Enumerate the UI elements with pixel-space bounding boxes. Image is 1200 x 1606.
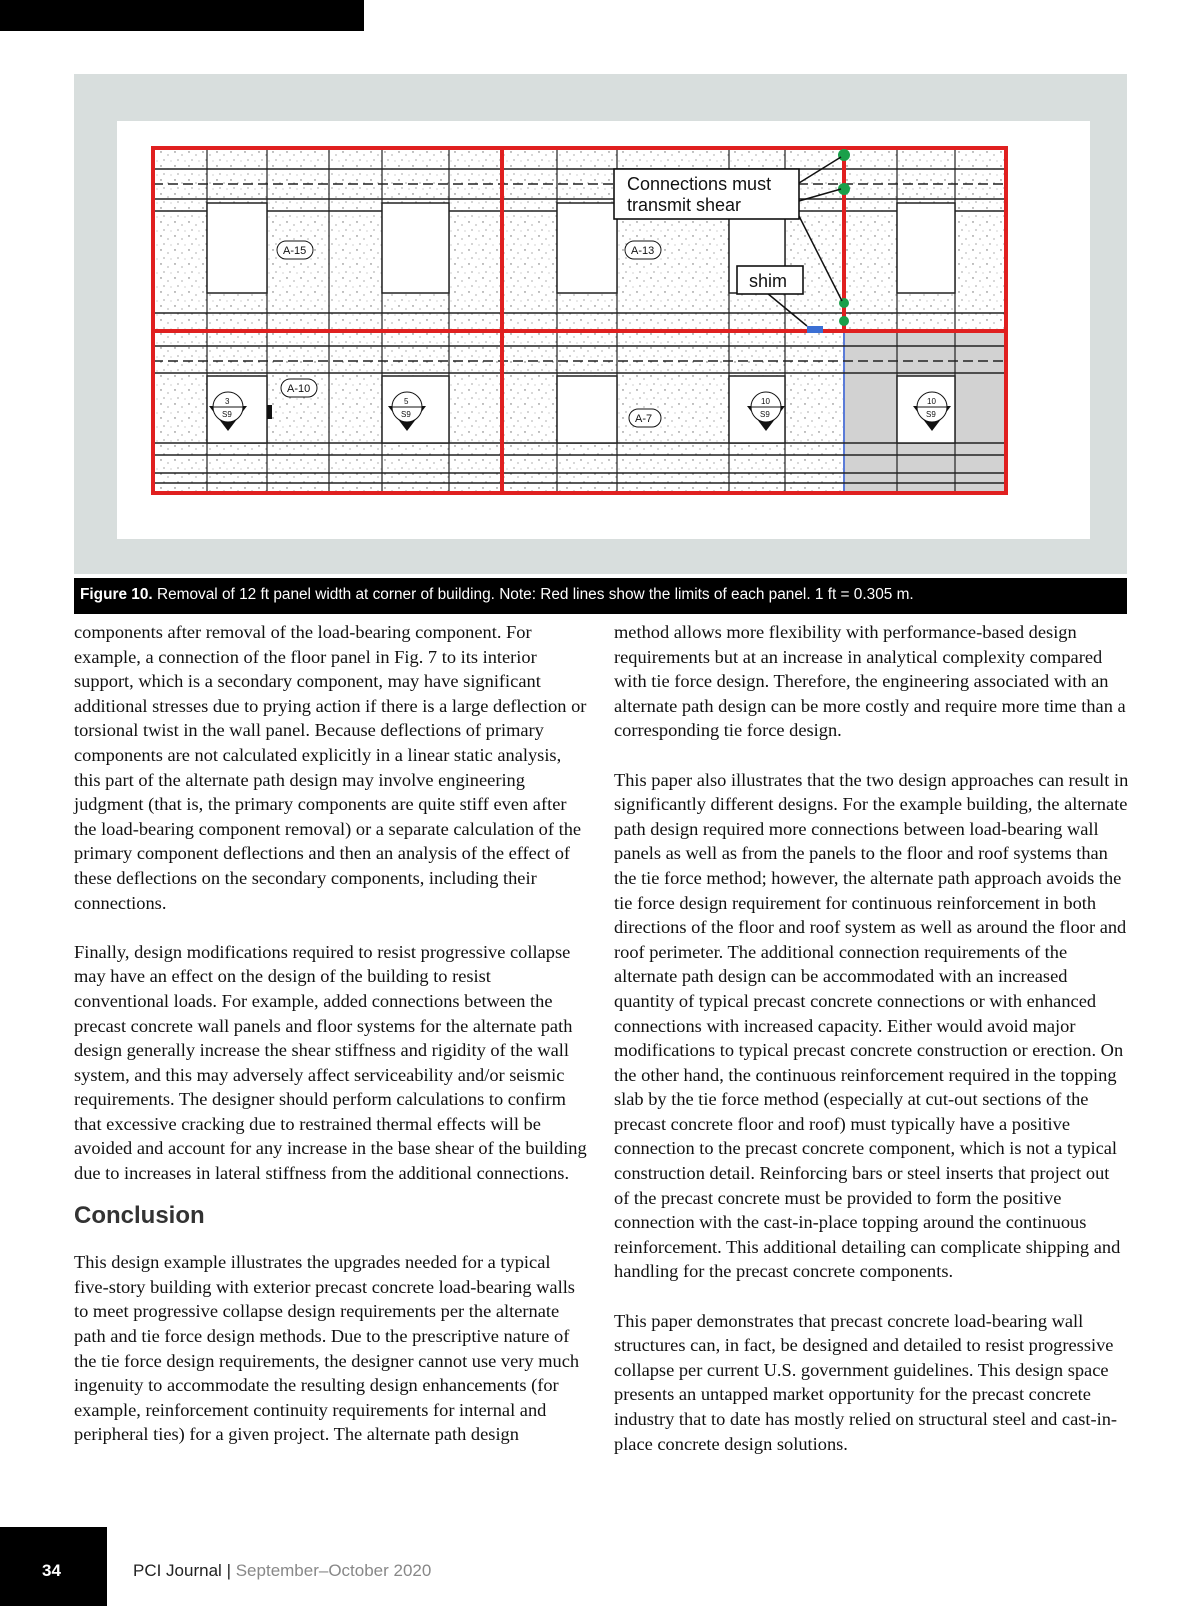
footer-running-head	[133, 1561, 431, 1581]
page-number: 34	[42, 1561, 61, 1580]
conclusion-heading: Conclusion	[74, 1201, 205, 1229]
shim-marker	[807, 326, 823, 333]
panel-tag-a13: A-13	[631, 245, 655, 257]
right-paragraph-1: method allows more flexibility with performance-based design requirements but at an increase in analytical complexity compared with tie force design. Therefore, the engineering associated with an alternate path design can be more costly and require more time than a corresponding tie force design.	[614, 622, 1126, 741]
caption-text: Removal of 12 ft panel width at corner of building. Note: Red lines show the limits of each panel. 1 ft = 0.305 m.	[156, 586, 914, 603]
issue-date: September–October 2020	[235, 1561, 432, 1580]
shim-callout-label: shim	[749, 271, 788, 291]
journal-name: PCI Journal	[133, 1561, 222, 1580]
right-paragraph-2: This paper also illustrates that the two design approaches can result in significantly different designs. For the example building, the alternate path design required more connections between load-bearing wall panels as well as from the panels to the floor and roof systems than the tie force method; however, the alternate path approach avoids the tie force design requirement for continuous reinforcement in both directions of the floor and roof system as well as around the floor and roof perimeter. The additional connection requirements of the alternate path design can be accommodated with an increased quantity of typical precast concrete connections or with enhanced connections with increased capacity. Either would avoid major modifications to typical precast concrete construction or erection. On the other hand, the continuous reinforcement required in the topping slab by the tie force method (especially at cut-out sections of the precast concrete floor and roof) must typically have a positive connection to the precast concrete component, which is not a typical construction detail. Reinforcing bars or steel inserts that project out of the precast concrete must be provided to form the positive connection with the cast-in-place topping around the continuous reinforcement. This additional detailing can complicate shipping and handling for the precast concrete components.	[614, 769, 1129, 1282]
small-black-marker	[267, 405, 272, 419]
elevation-drawing	[117, 121, 1090, 539]
page-number-block	[0, 1527, 107, 1606]
svg-text:10: 10	[761, 397, 770, 406]
wall-elevation-svg	[117, 121, 1090, 539]
panel-tag-a15: A-15	[283, 245, 307, 257]
figure-10	[74, 74, 1127, 574]
panel-tag-a10: A-10	[287, 383, 311, 395]
shear-callout-line2: transmit shear	[627, 195, 742, 215]
svg-text:S9: S9	[401, 410, 411, 419]
left-paragraph-3: This design example illustrates the upgrades needed for a typical five-story building with exterior precast concrete load-bearing walls to meet progressive collapse design requirements per the alternate path and tie force design methods. Due to the prescriptive nature of the tie force design requirements, the designer cannot use very much ingenuity to accommodate the resulting design enhancements (for example, reinforcement continuity requirements for internal and peripheral ties) for a given project. The alternate path design	[74, 1252, 580, 1445]
left-paragraph-2: Finally, design modifications required to resist progressive collapse may have an effect on the design of the building to resist conventional loads. For example, added connections between the precast concrete wall panels and floor systems for the alternate path design generally increase the shear stiffness and rigidity of the wall system, and this may adversely affect serviceability and/or seismic requirements. The designer should perform calculations to confirm that excessive cracking due to restrained thermal effects will be avoided and account for any increase in the base shear of the building due to increases in lateral stiffness from the additional connections.	[74, 941, 587, 1184]
figure-caption	[74, 578, 1127, 614]
svg-text:5: 5	[404, 397, 409, 406]
shear-callout-line1: Connections must	[627, 174, 772, 194]
svg-text:3: 3	[225, 397, 230, 406]
right-column	[614, 620, 1129, 1456]
top-color-bar	[0, 0, 364, 31]
right-paragraph-3: This paper demonstrates that precast concrete load-bearing wall structures can, in fact, be designed and detailed to resist progressive collapse per current U.S. government guidelines. This design space presents an untapped market opportunity for the precast concrete industry that to date has mostly relied on structural steel and cast-in-place concrete design solutions.	[614, 1310, 1118, 1454]
left-column	[74, 620, 589, 1447]
svg-text:S9: S9	[926, 410, 936, 419]
caption-label: Figure 10.	[80, 586, 153, 603]
svg-text:S9: S9	[222, 410, 232, 419]
panel-tag-a7: A-7	[635, 413, 653, 425]
left-paragraph-1: components after removal of the load-bearing component. For example, a connection of the floor panel in Fig. 7 to its interior support, which is a secondary component, may have significant additional stresses due to prying action if there is a large deflection or torsional twist in the wall panel. Because deflections of primary components are not calculated explicitly in a linear static analysis, this part of the alternate path design may involve engineering judgment (that is, the primary components are quite stiff even after the load-bearing component removal) or a separate calculation of the primary component deflections and then an analysis of the effect of these deflections on the secondary components, including their connections.	[74, 622, 587, 913]
svg-text:10: 10	[927, 397, 936, 406]
svg-text:S9: S9	[760, 410, 770, 419]
footer-separator: |	[226, 1561, 231, 1580]
